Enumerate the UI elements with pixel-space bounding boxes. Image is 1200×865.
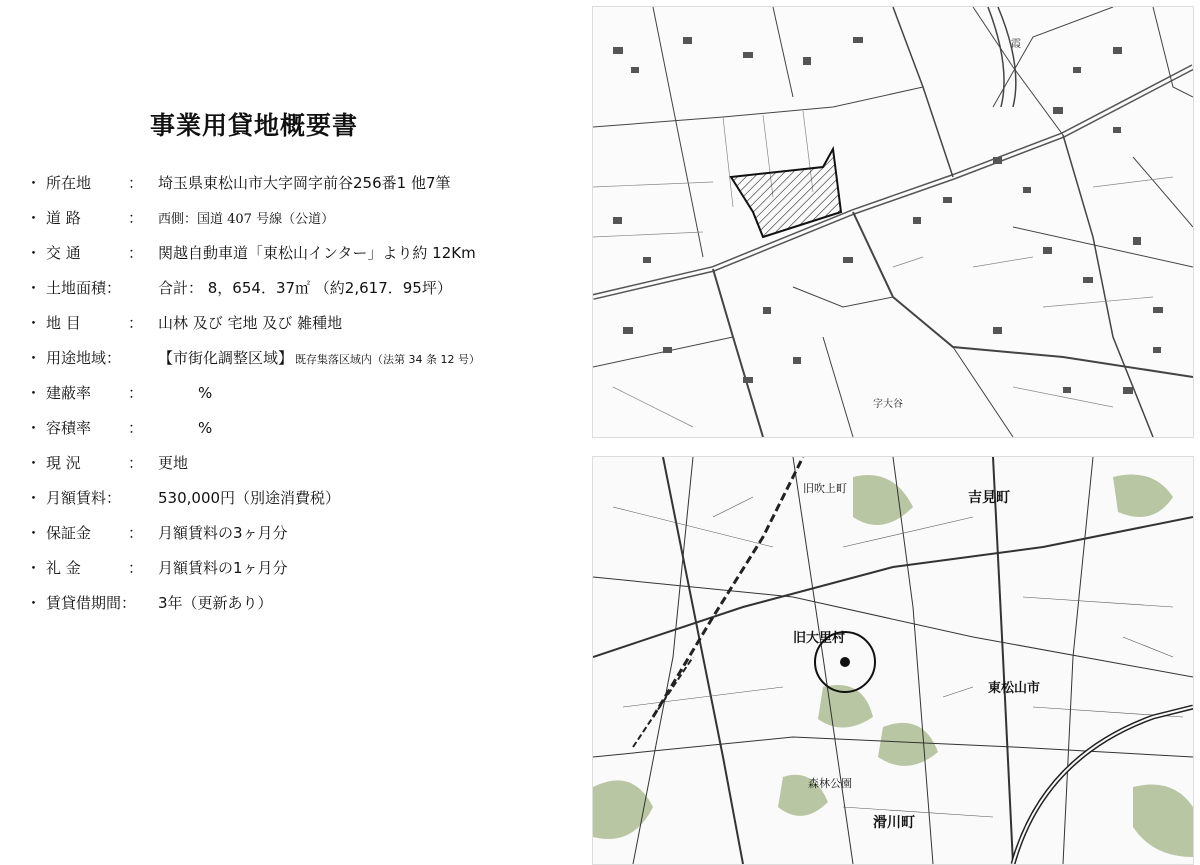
label-current-status: 現 況 <box>46 454 81 472</box>
value-land-category: 山林 及び 宅地 及び 雑種地 <box>158 314 343 332</box>
separator: ： <box>128 524 144 542</box>
parcel-map-drawing <box>593 7 1193 437</box>
label-floor-area-ratio: 容積率 <box>46 419 92 437</box>
map-bottom-label-5: 旧吹上町 <box>803 482 847 495</box>
label-transport: 交 通 <box>46 244 81 262</box>
bullet: ・ <box>26 314 42 332</box>
map-bottom-label-4: 森林公園 <box>808 777 852 790</box>
separator: ： <box>128 419 144 437</box>
bullet: ・ <box>26 174 42 192</box>
row-coverage-ratio <box>26 382 566 417</box>
bullet: ・ <box>26 419 42 437</box>
row-deposit <box>26 522 566 557</box>
value-road: 西側：国道 407 号線（公道） <box>158 212 335 227</box>
bullet: ・ <box>26 279 42 297</box>
bullet: ・ <box>26 384 42 402</box>
row-road <box>26 207 566 242</box>
bullet: ・ <box>26 559 42 577</box>
row-land-category <box>26 312 566 347</box>
value-monthly-rent: 530,000円（別途消費税） <box>158 489 341 507</box>
zoning-note: 既存集落区域内（法第 34 条 12 号） <box>295 353 480 366</box>
row-monthly-rent <box>26 487 566 522</box>
map-top-label-1: 字大谷 <box>873 399 903 410</box>
label-land-category: 地 目 <box>46 314 81 332</box>
map-top-label-0: 霞 <box>1011 39 1021 50</box>
value-transport: 関越自動車道「東松山インター」より約 12Km <box>158 244 476 262</box>
row-zoning <box>26 347 566 382</box>
value-key-money: 月額賃料の1ヶ月分 <box>158 559 288 577</box>
map-bottom-label-1: 旧大里村 <box>793 631 846 646</box>
map-bottom-label-3: 滑川町 <box>873 815 915 831</box>
separator: ： <box>128 559 144 577</box>
area-map <box>592 456 1194 865</box>
separator: ： <box>128 209 144 227</box>
area-map-drawing <box>593 457 1193 864</box>
map-bottom-label-2: 東松山市 <box>988 681 1041 696</box>
bullet: ・ <box>26 454 42 472</box>
document-title: 事業用貸地概要書 <box>150 111 359 140</box>
row-key-money <box>26 557 566 592</box>
summary-list <box>26 172 566 627</box>
value-zoning <box>158 347 566 368</box>
row-floor-area-ratio <box>26 417 566 452</box>
value-current-status: 更地 <box>158 454 189 472</box>
row-location <box>26 172 566 207</box>
label-road: 道 路 <box>46 209 81 227</box>
bullet: ・ <box>26 209 42 227</box>
value-floor-area-ratio: % <box>198 419 213 437</box>
label-location: 所在地 <box>46 174 92 192</box>
map-bottom-label-0: 吉見町 <box>968 490 1010 506</box>
separator: ： <box>128 384 144 402</box>
parcel-map <box>592 6 1194 438</box>
row-lease-term <box>26 592 566 627</box>
row-land-area <box>26 277 566 312</box>
value-land-area: 合計： 8，654．37㎡ （約2,617．95坪） <box>158 279 452 297</box>
zoning-value: 【市街化調整区域】 <box>158 349 294 367</box>
separator: ： <box>128 174 144 192</box>
bullet: ・ <box>26 524 42 542</box>
separator: ： <box>128 244 144 262</box>
bullet: ・ <box>26 594 42 612</box>
label-coverage-ratio: 建蔽率 <box>46 384 92 402</box>
label-monthly-rent: 月額賃料： <box>46 489 122 507</box>
value-location: 埼玉県東松山市大字岡字前谷256番1 他7筆 <box>158 174 451 192</box>
row-transport <box>26 242 566 277</box>
label-lease-term: 賃貸借期間： <box>46 594 137 612</box>
value-lease-term: 3年（更新あり） <box>158 594 273 612</box>
label-key-money: 礼 金 <box>46 559 81 577</box>
label-deposit: 保証金 <box>46 524 92 542</box>
bullet: ・ <box>26 349 42 367</box>
value-coverage-ratio: % <box>198 384 213 402</box>
separator: ： <box>128 314 144 332</box>
bullet: ・ <box>26 244 42 262</box>
row-current-status <box>26 452 566 487</box>
label-zoning: 用途地域： <box>46 349 122 367</box>
separator: ： <box>128 454 144 472</box>
value-deposit: 月額賃料の3ヶ月分 <box>158 524 288 542</box>
label-land-area: 土地面積： <box>46 279 122 297</box>
bullet: ・ <box>26 489 42 507</box>
